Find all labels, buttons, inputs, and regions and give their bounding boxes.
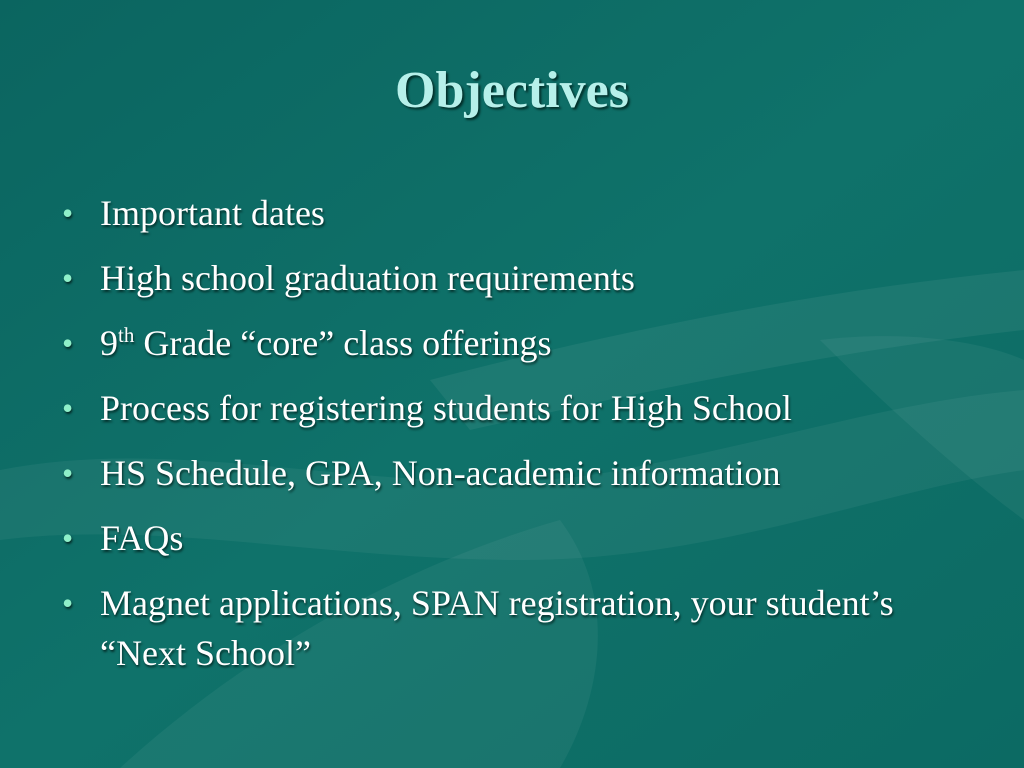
bullet-item [56,513,986,563]
bullet-dot-icon: • [62,390,74,426]
bullet-item [56,383,986,433]
bullet-text: Process for registering students for High School [100,388,792,428]
bullet-item [56,253,986,303]
bullet-dot-icon: • [62,325,74,361]
bullet-dot-icon: • [62,260,74,296]
bullet-dot-icon: • [62,520,74,556]
bullet-text: FAQs [100,518,184,558]
bullet-text: Grade “core” class offerings [134,323,552,363]
bullet-text: HS Schedule, GPA, Non-academic information [100,453,781,493]
bullet-item [56,318,986,368]
bullet-list [56,188,986,693]
slide-title: Objectives [395,62,629,119]
bullet-dot-icon: • [62,455,74,491]
bullet-text: Important dates [100,193,325,233]
bullet-item [56,578,986,678]
bullet-item [56,188,986,238]
bullet-text-prefix: 9 [100,323,118,363]
bullet-dot-icon: • [62,585,74,621]
bullet-item [56,448,986,498]
bullet-text-superscript: th [118,323,135,347]
bullet-text: Magnet applications, SPAN registration, your student’s “Next School” [100,583,894,673]
bullet-dot-icon: • [62,195,74,231]
bullet-text: High school graduation requirements [100,258,635,298]
